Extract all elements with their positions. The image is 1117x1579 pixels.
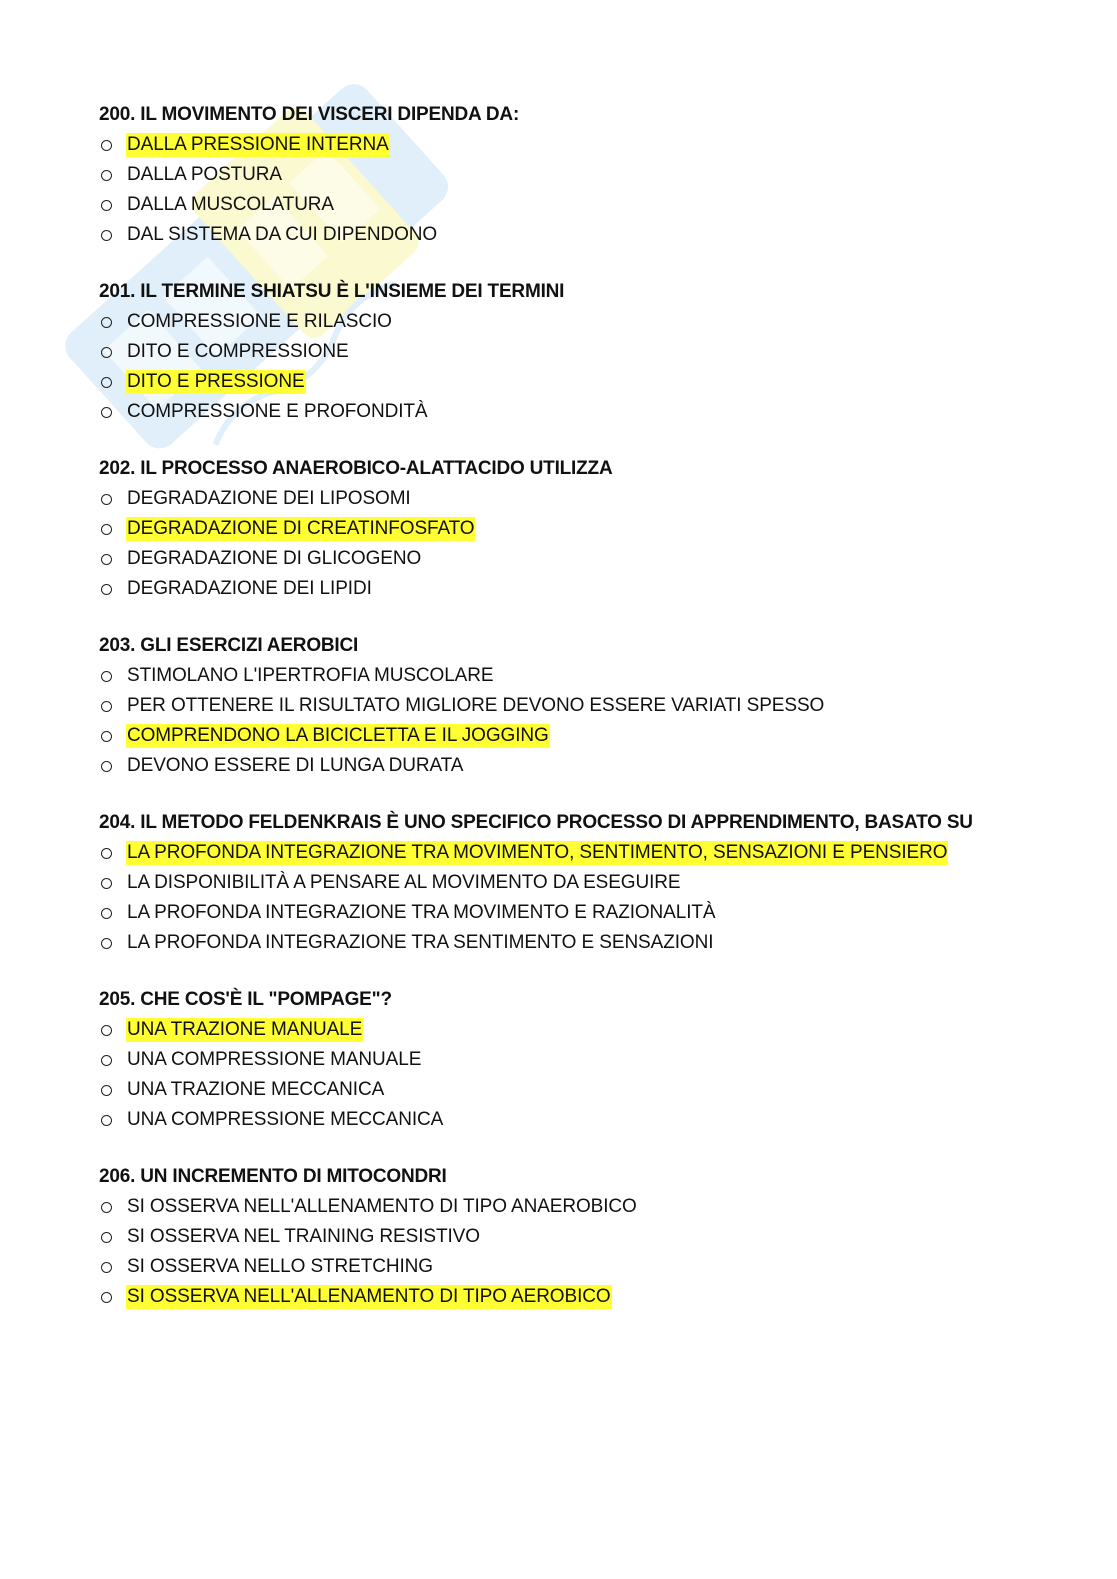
question-title: 203. GLI ESERCIZI AEROBICI xyxy=(99,635,359,656)
question-title: 201. IL TERMINE SHIATSU È L'INSIEME DEI TERMINI xyxy=(99,281,565,302)
circle-bullet-icon xyxy=(101,407,112,418)
circle-bullet-icon xyxy=(101,938,112,949)
answer-text: DEGRADAZIONE DEI LIPIDI xyxy=(127,578,372,599)
answer-text: SI OSSERVA NELLO STRETCHING xyxy=(127,1256,433,1277)
answer-text: DEGRADAZIONE DI GLICOGENO xyxy=(127,548,422,569)
answer-option-correct xyxy=(99,838,1059,868)
circle-bullet-icon xyxy=(101,140,112,151)
answer-text: DEGRADAZIONE DEI LIPOSOMI xyxy=(127,488,411,509)
circle-bullet-icon xyxy=(101,230,112,241)
answer-text: UNA TRAZIONE MANUALE xyxy=(127,1019,363,1040)
answer-option-correct xyxy=(99,367,1059,397)
answer-option xyxy=(99,868,1059,898)
answer-text: DALLA POSTURA xyxy=(127,164,282,185)
circle-bullet-icon xyxy=(101,1262,112,1273)
answer-option xyxy=(99,1105,1059,1135)
circle-bullet-icon xyxy=(101,200,112,211)
answer-option xyxy=(99,1192,1059,1222)
circle-bullet-icon xyxy=(101,701,112,712)
circle-bullet-icon xyxy=(101,524,112,535)
answer-option xyxy=(99,751,1059,781)
circle-bullet-icon xyxy=(101,731,112,742)
question-block xyxy=(99,454,1059,604)
circle-bullet-icon xyxy=(101,494,112,505)
answer-option xyxy=(99,484,1059,514)
question-title: 204. IL METODO FELDENKRAIS È UNO SPECIFICO PROCESSO DI APPRENDIMENTO, BASATO SU xyxy=(99,812,973,833)
answer-text: LA PROFONDA INTEGRAZIONE TRA SENTIMENTO E SENSAZIONI xyxy=(127,932,714,953)
answer-option xyxy=(99,928,1059,958)
question-block xyxy=(99,985,1059,1135)
answer-text: COMPRENDONO LA BICICLETTA E IL JOGGING xyxy=(127,725,549,746)
answer-text: UNA COMPRESSIONE MECCANICA xyxy=(127,1109,444,1130)
circle-bullet-icon xyxy=(101,317,112,328)
circle-bullet-icon xyxy=(101,1292,112,1303)
answer-text: LA DISPONIBILITÀ A PENSARE AL MOVIMENTO DA ESEGUIRE xyxy=(127,872,681,893)
circle-bullet-icon xyxy=(101,377,112,388)
answer-options xyxy=(99,838,1059,958)
answer-option xyxy=(99,307,1059,337)
answer-option xyxy=(99,160,1059,190)
answer-text: SI OSSERVA NELL'ALLENAMENTO DI TIPO ANAEROBICO xyxy=(127,1196,637,1217)
answer-options xyxy=(99,130,1059,250)
question-block xyxy=(99,808,1059,958)
answer-text: COMPRESSIONE E RILASCIO xyxy=(127,311,392,332)
answer-option xyxy=(99,397,1059,427)
circle-bullet-icon xyxy=(101,908,112,919)
answer-option-correct xyxy=(99,1282,1059,1312)
question-block xyxy=(99,277,1059,427)
answer-option xyxy=(99,544,1059,574)
question-title: 206. UN INCREMENTO DI MITOCONDRI xyxy=(99,1166,447,1187)
circle-bullet-icon xyxy=(101,347,112,358)
answer-text: PER OTTENERE IL RISULTATO MIGLIORE DEVONO ESSERE VARIATI SPESSO xyxy=(127,695,825,716)
answer-text: LA PROFONDA INTEGRAZIONE TRA MOVIMENTO E RAZIONALITÀ xyxy=(127,902,716,923)
question-block xyxy=(99,100,1059,250)
answer-options xyxy=(99,1015,1059,1135)
answer-option xyxy=(99,691,1059,721)
question-title: 202. IL PROCESSO ANAEROBICO-ALATTACIDO UTILIZZA xyxy=(99,458,613,479)
answer-option xyxy=(99,574,1059,604)
answer-text: DALLA PRESSIONE INTERNA xyxy=(127,134,389,155)
question-block xyxy=(99,631,1059,781)
answer-options xyxy=(99,1192,1059,1312)
question-block xyxy=(99,1162,1059,1312)
answer-text: DITO E PRESSIONE xyxy=(127,371,305,392)
answer-option xyxy=(99,1222,1059,1252)
circle-bullet-icon xyxy=(101,584,112,595)
question-title: 205. CHE COS'È IL "POMPAGE"? xyxy=(99,989,392,1010)
answer-option xyxy=(99,1045,1059,1075)
answer-option xyxy=(99,898,1059,928)
circle-bullet-icon xyxy=(101,554,112,565)
answer-option xyxy=(99,1075,1059,1105)
circle-bullet-icon xyxy=(101,1202,112,1213)
circle-bullet-icon xyxy=(101,1115,112,1126)
circle-bullet-icon xyxy=(101,1085,112,1096)
circle-bullet-icon xyxy=(101,761,112,772)
circle-bullet-icon xyxy=(101,848,112,859)
circle-bullet-icon xyxy=(101,1232,112,1243)
answer-text: DAL SISTEMA DA CUI DIPENDONO xyxy=(127,224,438,245)
answer-options xyxy=(99,661,1059,781)
answer-option xyxy=(99,190,1059,220)
answer-text: UNA COMPRESSIONE MANUALE xyxy=(127,1049,422,1070)
circle-bullet-icon xyxy=(101,878,112,889)
answer-option-correct xyxy=(99,130,1059,160)
answer-text: UNA TRAZIONE MECCANICA xyxy=(127,1079,385,1100)
answer-text: DEVONO ESSERE DI LUNGA DURATA xyxy=(127,755,464,776)
answer-text: SI OSSERVA NEL TRAINING RESISTIVO xyxy=(127,1226,480,1247)
question-list xyxy=(99,100,1059,1339)
answer-text: LA PROFONDA INTEGRAZIONE TRA MOVIMENTO, SENTIMENTO, SENSAZIONI E PENSIERO xyxy=(127,842,948,863)
answer-text: DALLA MUSCOLATURA xyxy=(127,194,335,215)
answer-option-correct xyxy=(99,721,1059,751)
answer-option-correct xyxy=(99,514,1059,544)
circle-bullet-icon xyxy=(101,170,112,181)
circle-bullet-icon xyxy=(101,671,112,682)
circle-bullet-icon xyxy=(101,1025,112,1036)
question-title: 200. IL MOVIMENTO DEI VISCERI DIPENDA DA: xyxy=(99,104,520,125)
answer-text: COMPRESSIONE E PROFONDITÀ xyxy=(127,401,428,422)
circle-bullet-icon xyxy=(101,1055,112,1066)
answer-text: DEGRADAZIONE DI CREATINFOSFATO xyxy=(127,518,475,539)
answer-option xyxy=(99,337,1059,367)
answer-option-correct xyxy=(99,1015,1059,1045)
answer-options xyxy=(99,307,1059,427)
answer-text: STIMOLANO L'IPERTROFIA MUSCOLARE xyxy=(127,665,494,686)
answer-options xyxy=(99,484,1059,604)
answer-text: DITO E COMPRESSIONE xyxy=(127,341,349,362)
answer-option xyxy=(99,220,1059,250)
answer-option xyxy=(99,1252,1059,1282)
answer-option xyxy=(99,661,1059,691)
answer-text: SI OSSERVA NELL'ALLENAMENTO DI TIPO AEROBICO xyxy=(127,1286,611,1307)
